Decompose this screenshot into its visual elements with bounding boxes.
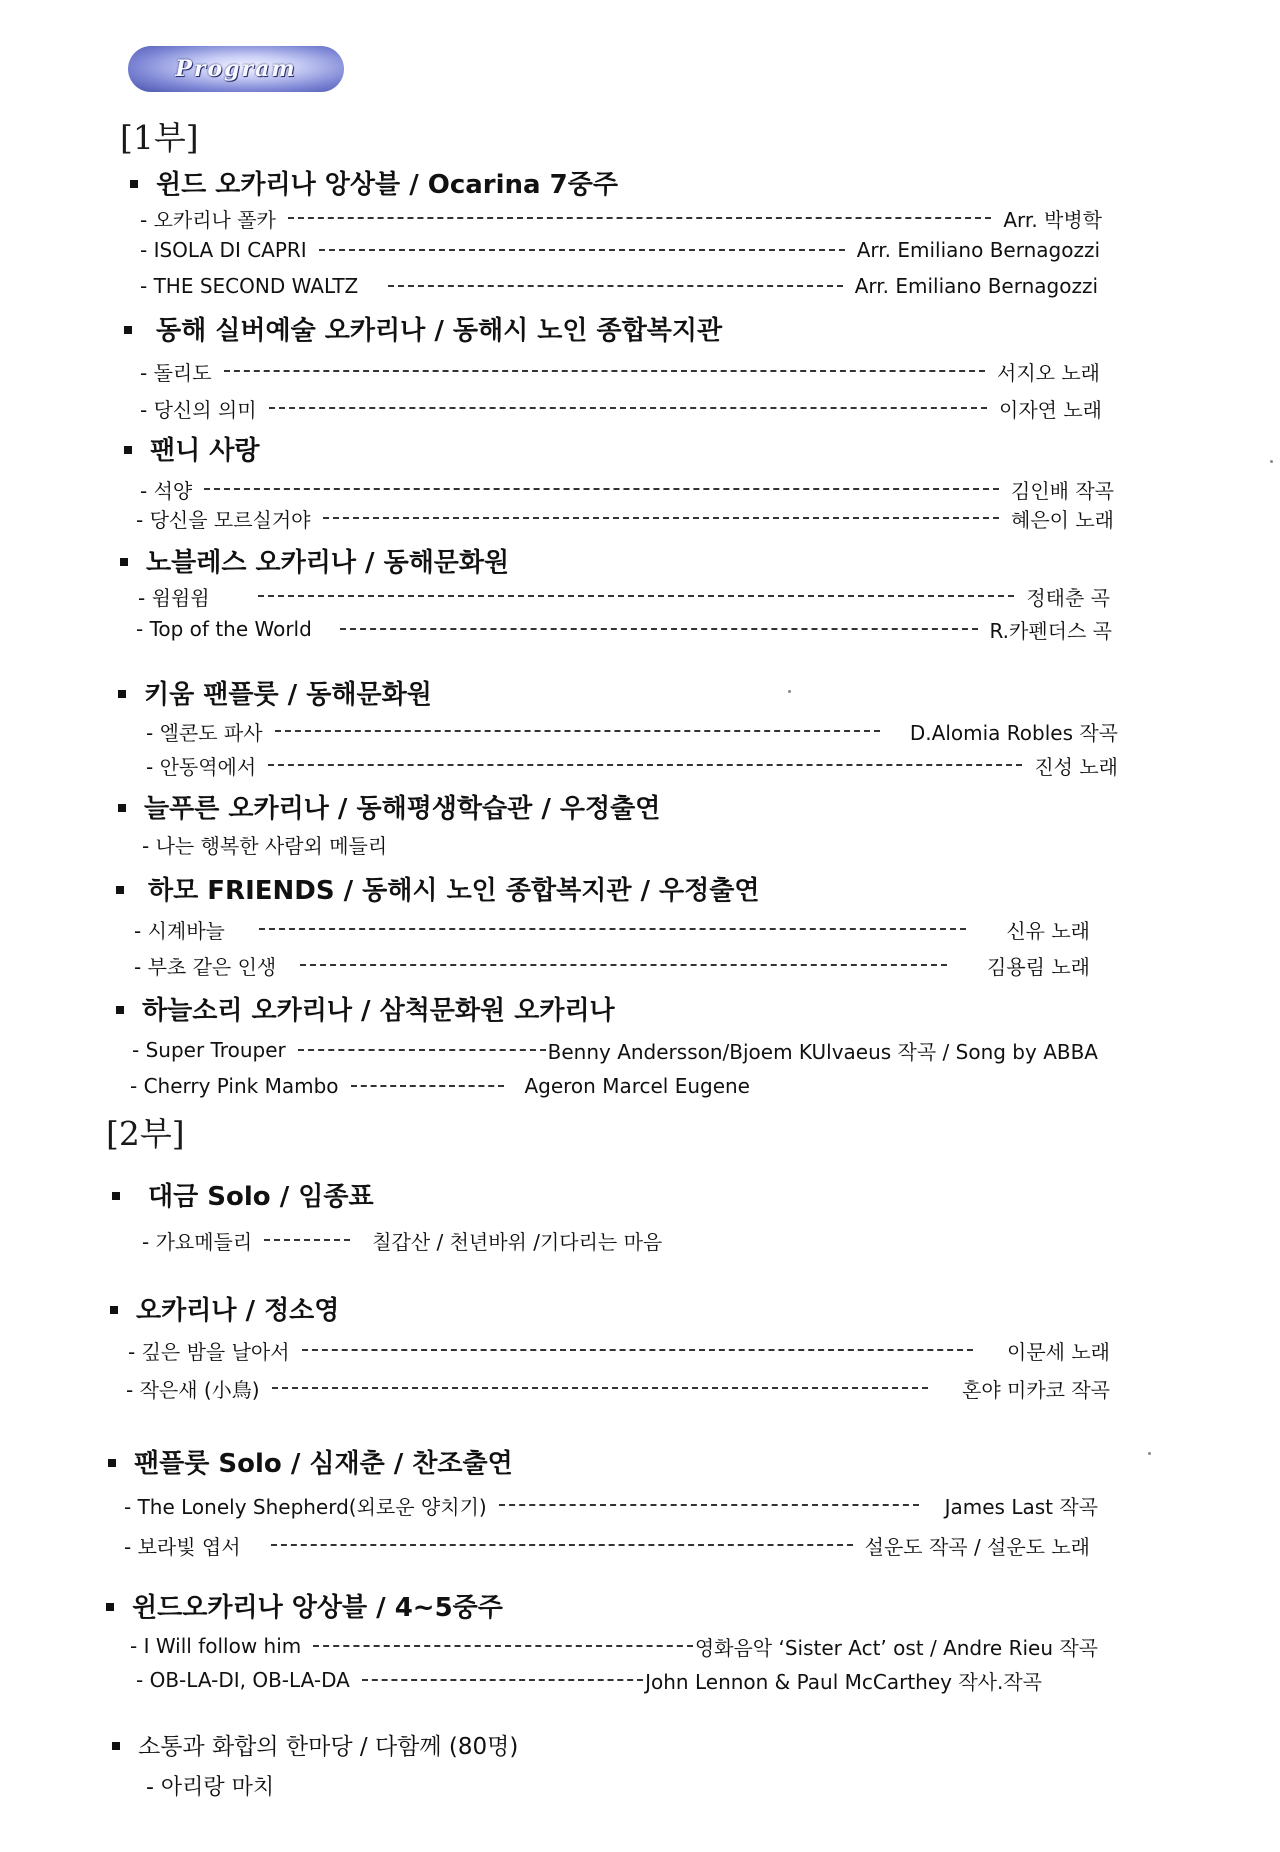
- piece-title: - The Lonely Shepherd(외로운 양치기): [124, 1494, 487, 1519]
- piece-title: - 돌리도: [140, 360, 212, 385]
- piece-credit: R.카펜더스 곡: [989, 618, 1112, 643]
- bullet-square-icon: [106, 1603, 114, 1611]
- section-heading: [118, 674, 432, 711]
- part2-title: [2부]: [106, 1114, 185, 1153]
- piece-title: - 당신의 의미: [140, 397, 257, 422]
- section-heading: [110, 1290, 339, 1327]
- piece-title: - 가요메들리: [142, 1229, 253, 1254]
- piece-credit: Ageron Marcel Eugene: [524, 1074, 750, 1098]
- piece-title: - 부초 같은 인생: [134, 954, 277, 979]
- leader-dashes: [351, 1085, 505, 1087]
- bullet-square-icon: [130, 180, 138, 188]
- program-item: [140, 356, 1100, 386]
- program-item: [130, 1071, 750, 1101]
- piece-credit: 이문세 노래: [1007, 1339, 1110, 1364]
- section-title: 하늘소리 오카리나 / 삼척문화원 오카리나: [142, 996, 615, 1026]
- piece-credit: D.Alomia Robles 작곡: [909, 720, 1118, 745]
- section-heading: [112, 1176, 374, 1213]
- bullet-square-icon: [110, 1306, 118, 1314]
- piece-title: - OB-LA-DI, OB-LA-DA: [136, 1668, 350, 1692]
- piece-credit: 영화음악 ‘Sister Act’ ost / Andre Rieu 작곡: [694, 1635, 1098, 1660]
- program-item: [140, 203, 1102, 233]
- piece-title: - 시계바늘: [134, 918, 225, 943]
- piece-title: - 아리랑 마치: [146, 1774, 275, 1800]
- program-badge-label: Program: [175, 56, 297, 82]
- section-heading: [112, 1728, 518, 1761]
- piece-title: - 오카리나 폴카: [140, 207, 276, 232]
- program-item: [142, 1225, 762, 1255]
- leader-dashes: [319, 249, 845, 251]
- scan-speck: [1270, 460, 1273, 463]
- piece-credit: 진성 노래: [1034, 754, 1118, 779]
- leader-dashes: [313, 1645, 693, 1647]
- piece-title: - THE SECOND WALTZ: [140, 274, 359, 298]
- program-item: [124, 1530, 1090, 1560]
- bullet-square-icon: [120, 558, 128, 566]
- section-heading: [116, 990, 615, 1027]
- section-heading: [106, 1587, 503, 1624]
- piece-credit: 김인배 작곡: [1011, 478, 1114, 503]
- piece-title: - 당신을 모르실거야: [136, 507, 311, 532]
- piece-credit: 혜은이 노래: [1011, 507, 1114, 532]
- bullet-square-icon: [118, 804, 126, 812]
- piece-title: - Top of the World: [136, 617, 312, 641]
- piece-title: - 석양: [140, 478, 193, 503]
- piece-title: - 나는 행복한 사람외 메들리: [142, 833, 388, 858]
- piece-title: - 작은새 (小鳥): [126, 1377, 260, 1402]
- piece-title: - 윔윔윔: [138, 585, 210, 610]
- program-item: [140, 235, 1100, 265]
- piece-title: - ISOLA DI CAPRI: [140, 238, 307, 262]
- leader-dashes: [259, 928, 967, 930]
- leader-dashes: [300, 964, 947, 966]
- piece-credit: 신유 노래: [1006, 918, 1090, 943]
- part1-title: [1부]: [120, 118, 199, 157]
- piece-credit: 칠갑산 / 천년바위 /기다리는 마음: [372, 1229, 663, 1254]
- leader-dashes: [288, 217, 992, 219]
- leader-dashes: [302, 1349, 974, 1351]
- section-heading: [108, 1443, 513, 1480]
- section-title: 대금 Solo / 임종표: [148, 1182, 374, 1212]
- program-item: [136, 1665, 1042, 1695]
- bullet-square-icon: [124, 446, 132, 454]
- program-item: [140, 271, 1098, 301]
- piece-title: - 보라빛 엽서: [124, 1534, 241, 1559]
- program-item: [136, 503, 1114, 533]
- leader-dashes: [264, 1239, 350, 1241]
- section-title: 소통과 화합의 한마당 / 다함께 (80명): [138, 1734, 519, 1760]
- leader-dashes: [388, 285, 842, 287]
- program-item: [142, 829, 387, 859]
- piece-credit: Arr. 박병학: [1003, 207, 1102, 232]
- section-title: 동해 실버예술 오카리나 / 동해시 노인 종합복지관: [156, 316, 723, 346]
- piece-credit: 설운도 작곡 / 설운도 노래: [864, 1534, 1090, 1559]
- section-heading: [130, 164, 618, 201]
- section-title: 키움 팬플룻 / 동해문화원: [144, 680, 432, 710]
- section-title: 노블레스 오카리나 / 동해문화원: [146, 548, 510, 578]
- piece-credit: John Lennon & Paul McCarthey 작사.작곡: [645, 1669, 1042, 1694]
- section-heading: [118, 788, 660, 825]
- section-title: 오카리나 / 정소영: [136, 1296, 340, 1326]
- program-item: [146, 716, 1118, 746]
- section-heading: [124, 310, 722, 347]
- section-heading: [116, 870, 760, 907]
- section-heading: [120, 542, 509, 579]
- bullet-square-icon: [116, 1006, 124, 1014]
- bullet-square-icon: [112, 1192, 120, 1200]
- section-heading: [124, 430, 260, 467]
- program-item: [132, 1035, 1098, 1065]
- leader-dashes: [224, 370, 985, 372]
- piece-title: - 엘콘도 파사: [146, 720, 263, 745]
- program-item: [130, 1631, 1098, 1661]
- program-item: [134, 914, 1090, 944]
- scan-speck: [788, 690, 791, 693]
- leader-dashes: [258, 595, 1015, 597]
- scan-speck: [1148, 1452, 1151, 1455]
- program-badge: [128, 46, 344, 92]
- program-item: [136, 614, 1112, 644]
- piece-credit: Arr. Emiliano Bernagozzi: [856, 238, 1100, 262]
- leader-dashes: [275, 730, 880, 732]
- program-item: [140, 474, 1114, 504]
- leader-dashes: [269, 407, 987, 409]
- leader-dashes: [323, 517, 1000, 519]
- leader-dashes: [268, 764, 1022, 766]
- section-title: 하모 FRIENDS / 동해시 노인 종합복지관 / 우정출연: [148, 876, 760, 906]
- leader-dashes: [499, 1504, 919, 1506]
- piece-credit: 혼야 미카코 작곡: [962, 1377, 1110, 1402]
- piece-credit: 서지오 노래: [997, 360, 1100, 385]
- program-item: [146, 1770, 274, 1800]
- program-item: [126, 1373, 1110, 1403]
- leader-dashes: [340, 628, 978, 630]
- leader-dashes: [298, 1049, 546, 1051]
- piece-title: - 깊은 밤을 날아서: [128, 1339, 290, 1364]
- piece-title: - 안동역에서: [146, 754, 257, 779]
- bullet-square-icon: [118, 690, 126, 698]
- piece-title: - Cherry Pink Mambo: [130, 1074, 339, 1098]
- leader-dashes: [271, 1544, 853, 1546]
- bullet-square-icon: [116, 886, 124, 894]
- piece-credit: 이자연 노래: [999, 397, 1102, 422]
- section-title: 팬플룻 Solo / 심재춘 / 찬조출연: [134, 1449, 513, 1479]
- section-title: 윈드 오카리나 앙상블 / Ocarina 7중주: [156, 170, 618, 200]
- program-item: [128, 1335, 1110, 1365]
- leader-dashes: [272, 1387, 929, 1389]
- section-title: 윈드오카리나 앙상블 / 4~5중주: [132, 1593, 503, 1623]
- piece-title: - Super Trouper: [132, 1038, 286, 1062]
- bullet-square-icon: [108, 1459, 116, 1467]
- leader-dashes: [204, 488, 999, 490]
- program-item: [146, 750, 1118, 780]
- piece-credit: Benny Andersson/Bjoem KUlvaeus 작곡 / Song by ABBA: [547, 1039, 1098, 1064]
- piece-credit: Arr. Emiliano Bernagozzi: [854, 274, 1098, 298]
- piece-credit: James Last 작곡: [944, 1494, 1098, 1519]
- program-item: [138, 581, 1110, 611]
- bullet-square-icon: [112, 1742, 120, 1750]
- section-title: 늘푸른 오카리나 / 동해평생학습관 / 우정출연: [144, 794, 661, 824]
- bullet-square-icon: [124, 326, 132, 334]
- program-item: [124, 1490, 1098, 1520]
- section-title: 팬니 사랑: [150, 436, 260, 466]
- program-item: [134, 950, 1090, 980]
- piece-credit: 정태춘 곡: [1026, 585, 1110, 610]
- piece-title: - I Will follow him: [130, 1634, 302, 1658]
- leader-dashes: [362, 1679, 643, 1681]
- piece-credit: 김용림 노래: [987, 954, 1090, 979]
- program-item: [140, 393, 1102, 423]
